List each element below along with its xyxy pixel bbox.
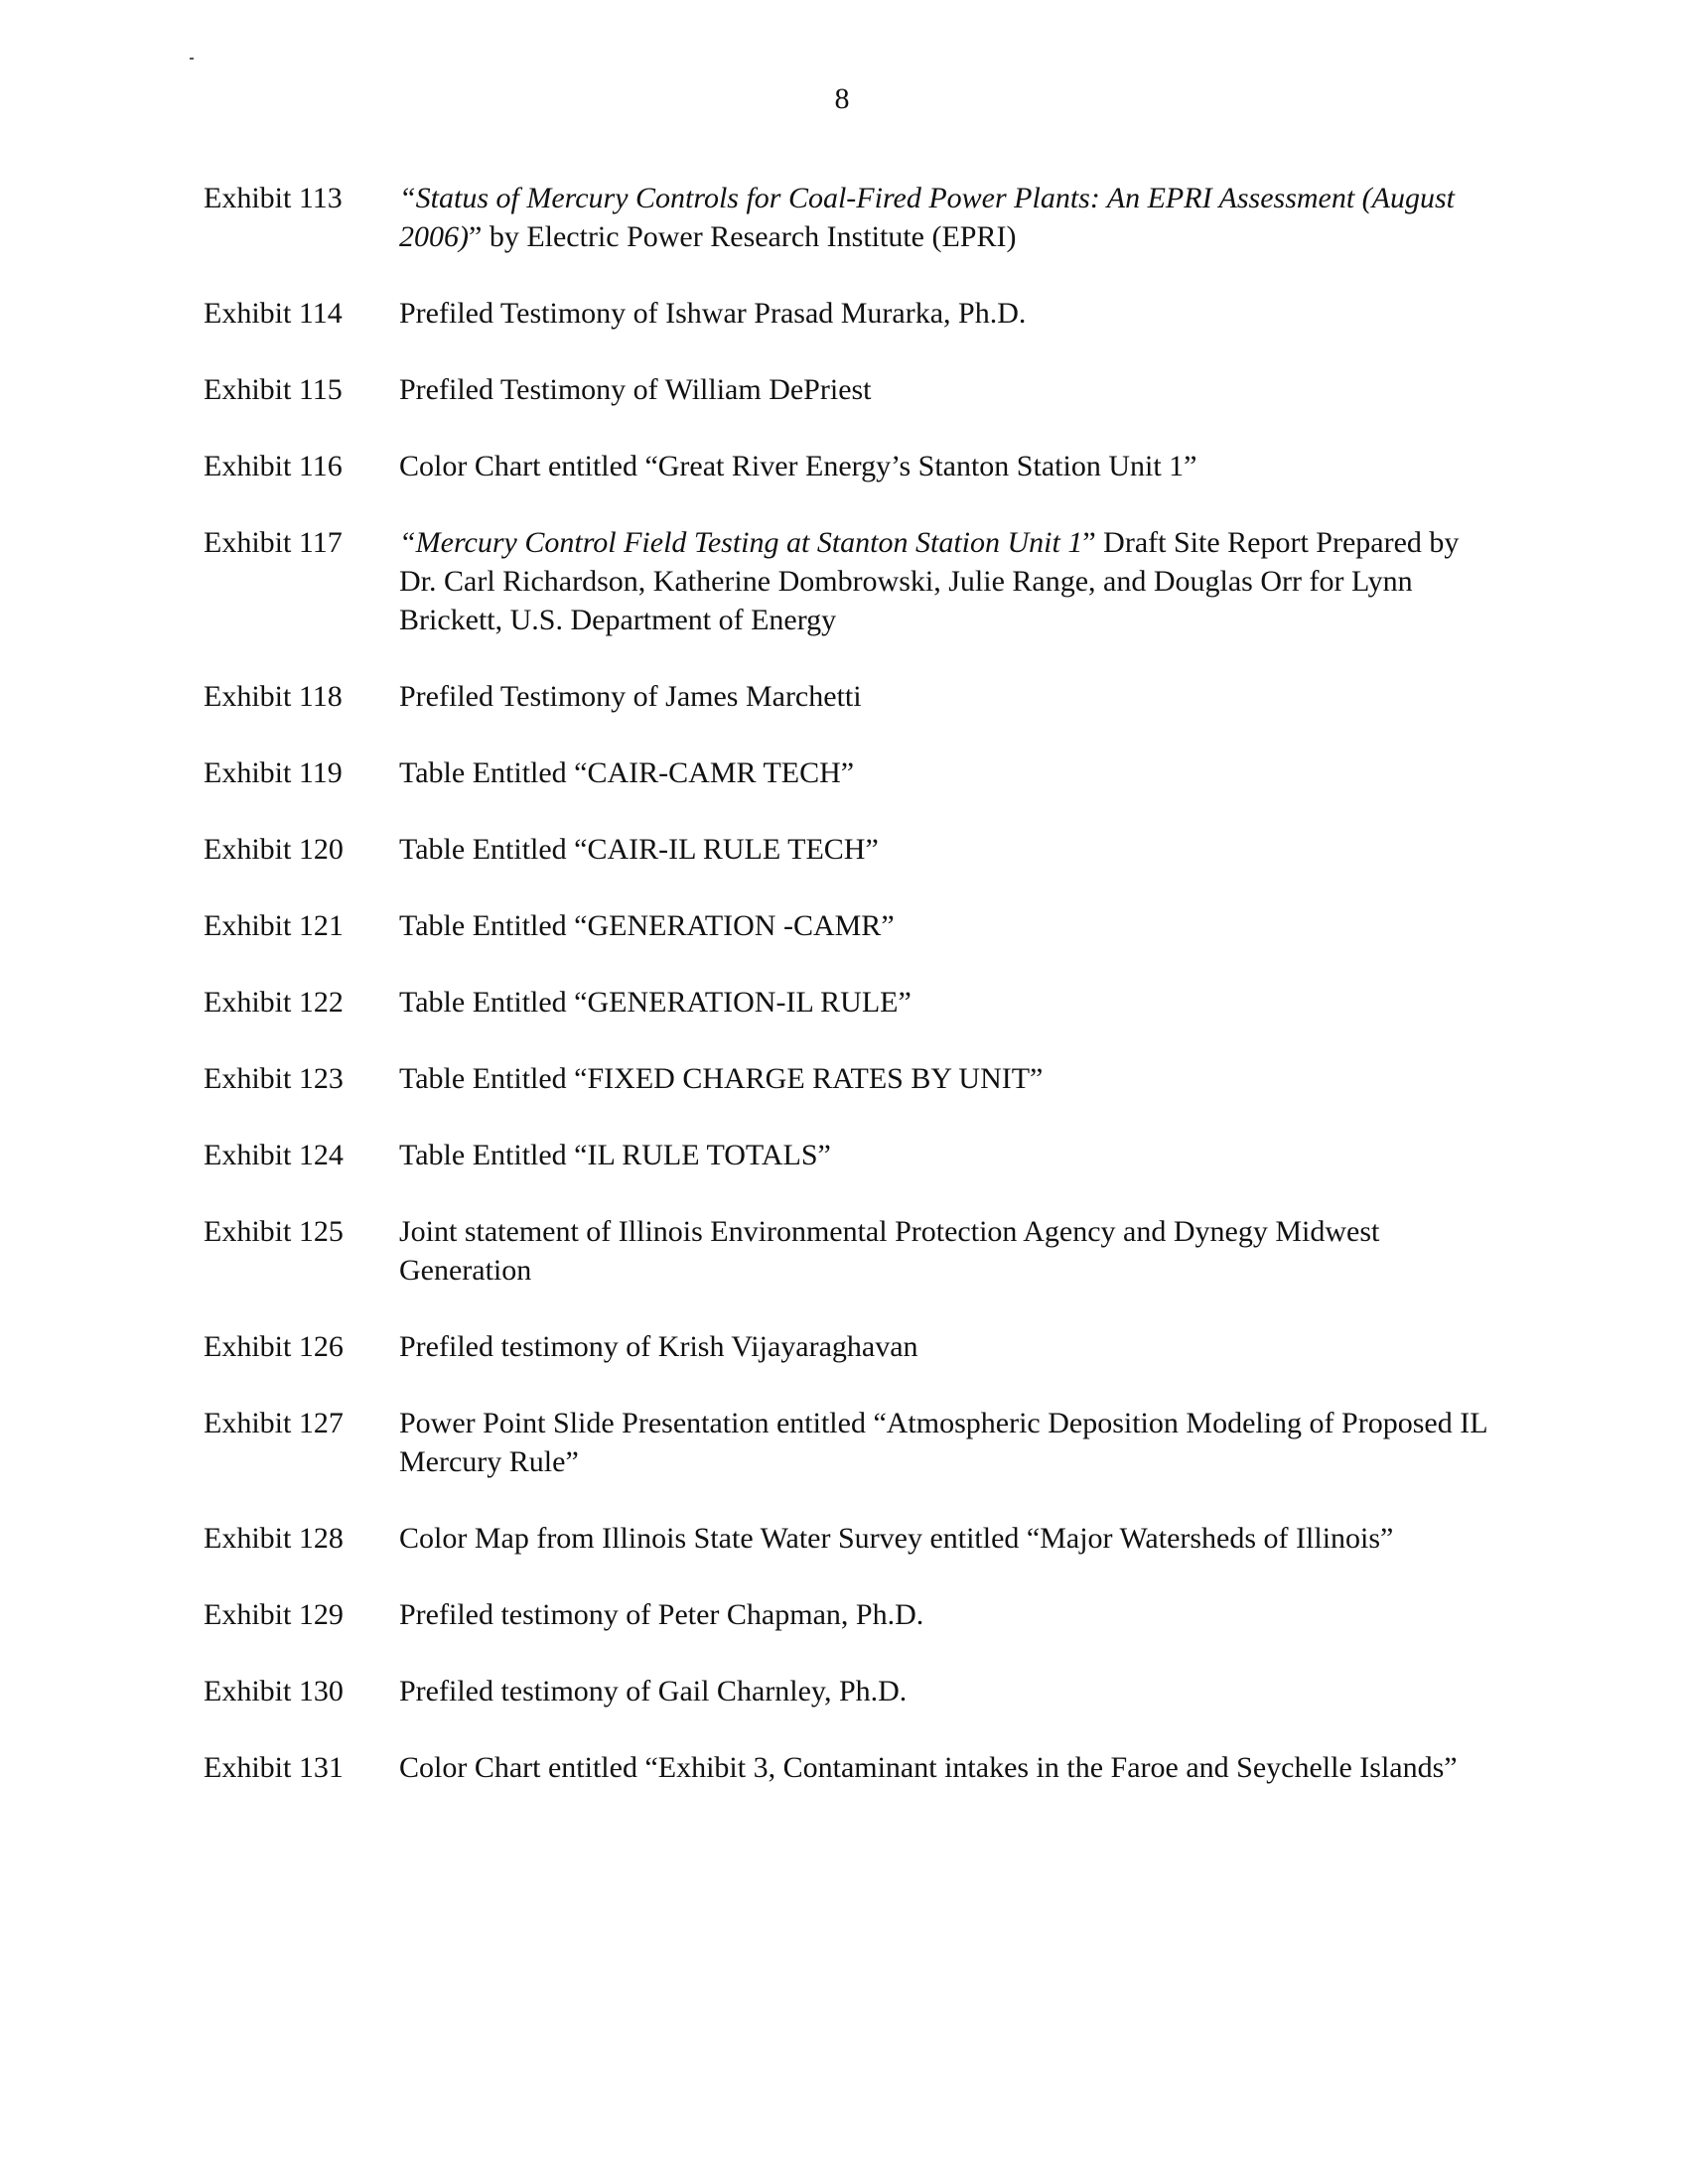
exhibit-description: Table Entitled “IL RULE TOTALS” [399, 1139, 831, 1171]
exhibit-description: Table Entitled “GENERATION -CAMR” [399, 909, 895, 942]
exhibit-description: Color Chart entitled “Great River Energy’s Stanton Station Unit 1” [399, 450, 1197, 482]
exhibit-item [204, 753, 1494, 792]
exhibit-item [204, 1059, 1494, 1098]
exhibit-label: Exhibit 113 [204, 182, 343, 214]
exhibit-item [204, 1327, 1494, 1366]
exhibit-item [204, 1519, 1494, 1558]
exhibit-label: Exhibit 121 [204, 909, 344, 942]
exhibit-item [204, 906, 1494, 945]
exhibit-label: Exhibit 114 [204, 297, 343, 330]
exhibit-description: Prefiled Testimony of William DePriest [399, 373, 872, 406]
exhibit-description [399, 179, 1494, 256]
page-number: 8 [834, 82, 850, 115]
exhibit-item [204, 983, 1494, 1022]
exhibit-description: Table Entitled “CAIR-IL RULE TECH” [399, 833, 879, 866]
exhibit-title-italic: “Status of Mercury Controls for Coal-Fired Power Plants: An EPRI Assessment (August 2006) [399, 182, 1456, 253]
exhibit-label: Exhibit 128 [204, 1522, 344, 1555]
exhibit-label: Exhibit 129 [204, 1598, 344, 1631]
exhibit-item [204, 1136, 1494, 1174]
exhibit-item [204, 523, 1494, 639]
exhibit-item [204, 370, 1494, 409]
exhibit-item [204, 1595, 1494, 1634]
exhibit-item [204, 830, 1494, 869]
exhibit-description-text: ” by Electric Power Research Institute (EPRI) [469, 220, 1017, 253]
exhibit-item [204, 179, 1494, 256]
exhibit-label: Exhibit 118 [204, 680, 343, 713]
exhibit-label: Exhibit 115 [204, 373, 343, 406]
exhibit-description: Prefiled Testimony of James Marchetti [399, 680, 862, 713]
scan-speck [190, 58, 194, 60]
exhibit-label: Exhibit 126 [204, 1330, 344, 1363]
exhibit-description: Prefiled Testimony of Ishwar Prasad Murarka, Ph.D. [399, 297, 1027, 330]
exhibit-label: Exhibit 117 [204, 526, 343, 559]
exhibit-label: Exhibit 127 [204, 1407, 344, 1439]
exhibit-label: Exhibit 122 [204, 986, 344, 1019]
exhibit-item [204, 1212, 1494, 1290]
exhibit-list [204, 179, 1494, 1825]
exhibit-item [204, 294, 1494, 333]
exhibit-item [204, 1672, 1494, 1710]
exhibit-description [399, 523, 1494, 639]
exhibit-label: Exhibit 119 [204, 756, 343, 789]
exhibit-item [204, 1748, 1494, 1787]
exhibit-label: Exhibit 130 [204, 1675, 344, 1707]
exhibit-label: Exhibit 120 [204, 833, 344, 866]
exhibit-item [204, 1404, 1494, 1481]
exhibit-description: Color Chart entitled “Exhibit 3, Contaminant intakes in the Faroe and Seychelle Islands” [399, 1751, 1458, 1784]
exhibit-description: Prefiled testimony of Peter Chapman, Ph.D. [399, 1598, 924, 1631]
exhibit-description: Prefiled testimony of Krish Vijayaraghavan [399, 1330, 918, 1363]
exhibit-label: Exhibit 131 [204, 1751, 344, 1784]
exhibit-description: Prefiled testimony of Gail Charnley, Ph.D. [399, 1675, 908, 1707]
exhibit-title-italic: “Mercury Control Field Testing at Stanton Station Unit 1 [399, 526, 1083, 559]
exhibit-description: Table Entitled “CAIR-CAMR TECH” [399, 756, 855, 789]
exhibit-description-text: ” Draft Site Report Prepared by Dr. Carl Richardson, Katherine Dombrowski, Julie Range, and Douglas Orr for Lynn Brickett, U.S. Department of Energy [399, 526, 1460, 636]
exhibit-label: Exhibit 123 [204, 1062, 344, 1095]
exhibit-description: Power Point Slide Presentation entitled “Atmospheric Deposition Modeling of Proposed IL Mercury Rule” [399, 1407, 1487, 1478]
exhibit-label: Exhibit 125 [204, 1215, 344, 1248]
exhibit-description: Color Map from Illinois State Water Survey entitled “Major Watersheds of Illinois” [399, 1522, 1394, 1555]
exhibit-description: Table Entitled “FIXED CHARGE RATES BY UNIT” [399, 1062, 1044, 1095]
exhibit-label: Exhibit 116 [204, 450, 343, 482]
exhibit-item [204, 677, 1494, 716]
exhibit-item [204, 447, 1494, 485]
exhibit-description: Joint statement of Illinois Environmental Protection Agency and Dynegy Midwest Generation [399, 1215, 1380, 1287]
exhibit-label: Exhibit 124 [204, 1139, 344, 1171]
exhibit-description: Table Entitled “GENERATION-IL RULE” [399, 986, 912, 1019]
